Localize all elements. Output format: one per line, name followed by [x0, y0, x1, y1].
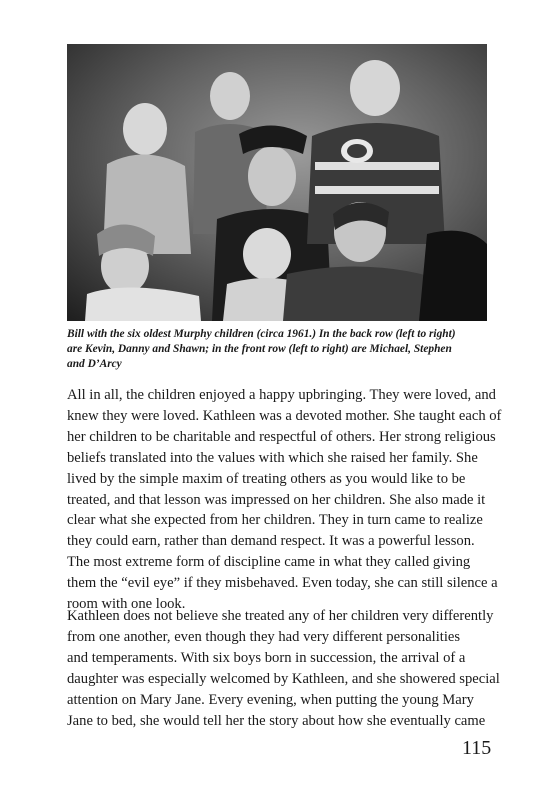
text-line: knew they were loved. Kathleen was a devoted mother. She taught each of	[67, 407, 502, 424]
caption-line: are Kevin, Danny and Shawn; in the front row (left to right) are Michael, Stephen	[67, 343, 452, 355]
page-number: 115	[462, 737, 492, 759]
caption-line: Bill with the six oldest Murphy children (circa 1961.) In the back row (left to right)	[67, 328, 456, 340]
text-line: Kathleen does not believe she treated any of her children very differently	[67, 608, 494, 624]
text-line: attention on Mary Jane. Every evening, when putting the young Mary	[67, 691, 474, 708]
text-line: The most extreme form of discipline came in what they called giving	[67, 554, 471, 571]
family-photo-illustration	[67, 44, 487, 321]
text-line: Jane to bed, she would tell her the story about how she eventually came	[67, 712, 486, 729]
text-line: room with one look.	[67, 596, 186, 613]
text-line: lived by the simple maxim of treating others as you would like to be	[67, 470, 466, 487]
text-line: clear what she expected from her children. They in turn came to realize	[67, 512, 483, 529]
text-line: treated, and that lesson was impressed on her children. She also made it	[67, 491, 486, 508]
family-photo	[67, 44, 487, 321]
photo-caption	[67, 327, 487, 372]
text-line: daughter was especially welcomed by Kathleen, and she showered special	[67, 670, 500, 687]
text-line: and temperaments. With six boys born in succession, the arrival of a	[67, 649, 466, 666]
text-line: from one another, even though they had very different personalities	[67, 628, 461, 645]
caption-line: and D’Arcy	[67, 358, 122, 370]
text-line: them the “evil eye” if they misbehaved. Even today, she can still silence a	[67, 575, 498, 592]
text-line: All in all, the children enjoyed a happy upbringing. They were loved, and	[67, 387, 496, 403]
body-paragraph-2	[67, 606, 500, 731]
text-line: beliefs translated into the values with which she raised her family. She	[67, 449, 478, 466]
text-line: her children to be charitable and respectful of others. Her strong religious	[67, 428, 496, 445]
body-paragraph-1	[67, 385, 502, 615]
text-line: they could earn, rather than demand respect. It was a powerful lesson.	[67, 533, 475, 550]
